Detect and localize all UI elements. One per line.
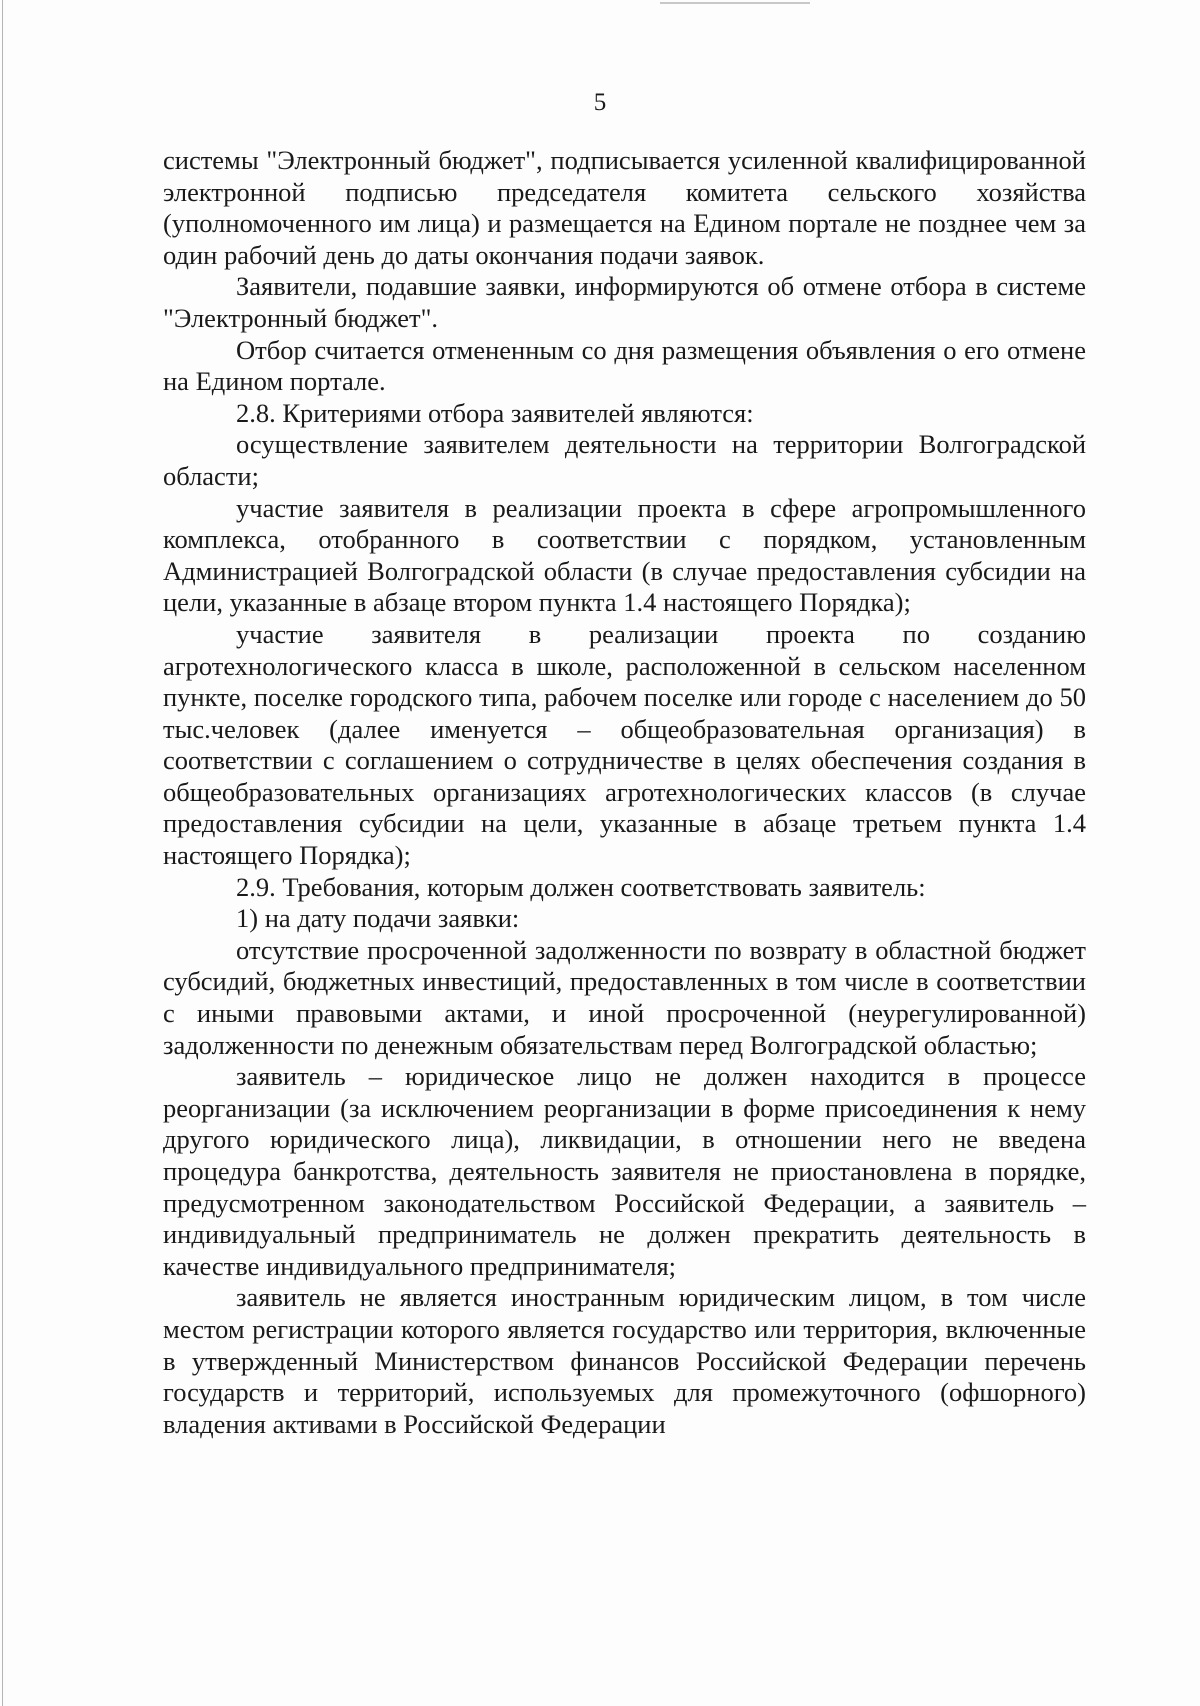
paragraph: Отбор считается отмененным со дня размещения объявления о его отмене на Едином портале. [163,334,1086,397]
section-heading: 2.8. Критериями отбора заявителей являются: [236,397,754,428]
paragraph: осуществление заявителем деятельности на территории Волгоградской области; [163,429,1086,491]
paragraph: Заявители, подавшие заявки, информируются об отмене отбора в системе "Электронный бюджет". [163,271,1086,333]
document-body [163,145,1086,1440]
scan-edge-left [2,0,3,1706]
paragraph: отсутствие просроченной задолженности по возврату в областной бюджет субсидий, бюджетных инвестиций, предоставленных в том числе в соответствии с иными правовыми актами, и иной просроченной (неурегулированной) задолженности по денежным обязательствам перед Волгоградской областью; [163,934,1086,1060]
paragraph: системы "Электронный бюджет", подписывается усиленной квалифицированной электронной подписью председателя комитета сельского хозяйства (уполномоченного им лица) и размещается на Едином портале не позднее чем за один рабочий день до даты окончания подачи заявок. [163,145,1086,270]
paragraph: заявитель – юридическое лицо не должен находится в процессе реорганизации (за исключением реорганизации в форме присоединения к нему другого юридического лица), ликвидации, в отношении него не введена процедура банкротства, деятельность заявителя не приостановлена в порядке, предусмотренном законодательством Российской Федерации, а заявитель – индивидуальный предприниматель не должен прекратить деятельность в качестве индивидуального предпринимателя; [163,1061,1086,1281]
page-number: 5 [593,89,607,116]
paragraph: участие заявителя в реализации проекта по созданию агротехнологического класса в школе, расположенной в сельском населенном пункте, поселке городского типа, рабочем поселке или городе с населением до 50 тыс.человек (далее именуется – общеобразовательная организация) в соответствии с соглашением о сотрудничестве в целях обеспечения создания в общеобразовательных организациях агротехнологических классов (в случае предоставления субсидии на цели, указанные в абзаце третьем пункта 1.4 настоящего Порядка); [163,618,1086,871]
paragraph: участие заявителя в реализации проекта в сфере агропромышленного комплекса, отобранного в соответствии с порядком, установленным Администрацией Волгоградской области (в случае предоставления субсидии на цели, указанные в абзаце втором пункта 1.4 настоящего Порядка); [163,492,1086,618]
paragraph: заявитель не является иностранным юридическим лицом, в том числе местом регистрации которого является государство или территория, включенные в утвержденный Министерством финансов Российской Федерации перечень государств и территорий, используемых для промежуточного (офшорного) владения активами в Российской Федерации [163,1282,1086,1439]
scan-edge-top [660,2,810,4]
section-heading: 2.9. Требования, которым должен соответствовать заявитель: [236,871,926,902]
paragraph: 1) на дату подачи заявки: [236,903,520,934]
